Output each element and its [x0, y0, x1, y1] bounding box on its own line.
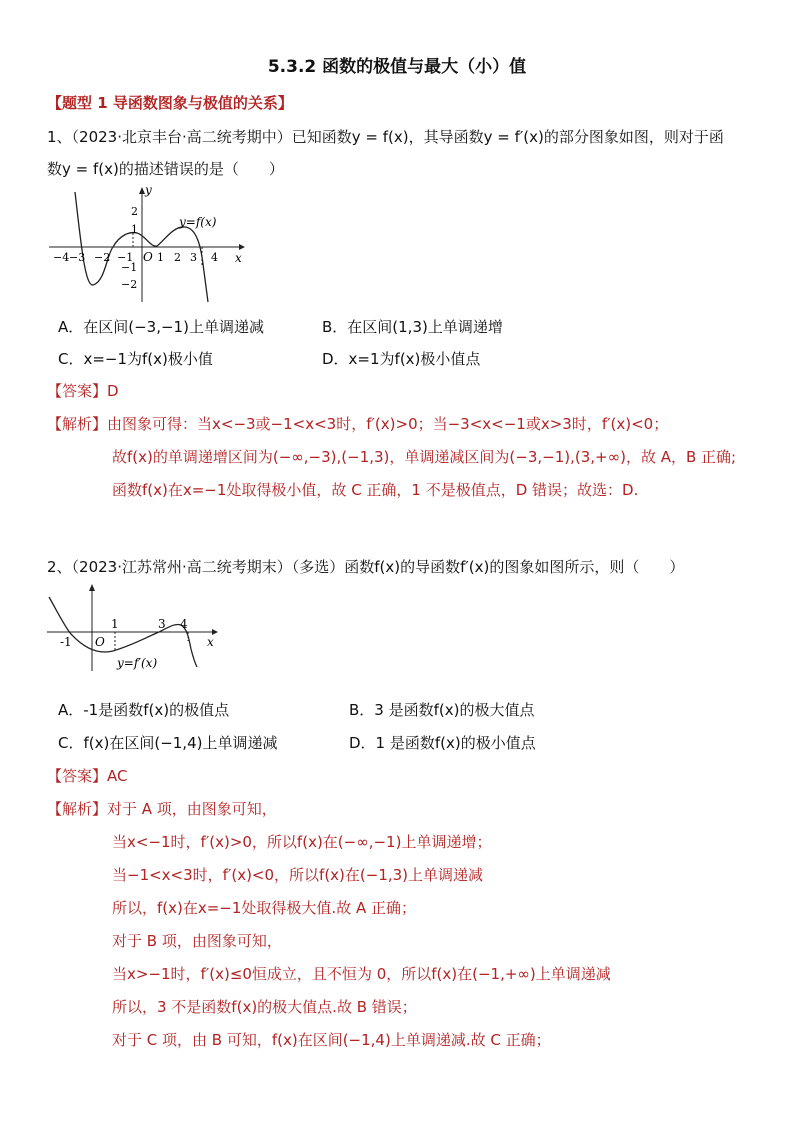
q2-xtick: 4 [180, 617, 188, 631]
q2-explanation-line: 所以，f(x)在x=−1处取得极大值.故 A 正确； [112, 899, 416, 917]
q2-explanation-line: 当x<−1时，f′(x)>0，所以f(x)在(−∞,−1)上单调递增； [112, 833, 492, 851]
q2-explanation-line: 对于 B 项，由图象可知， [112, 932, 282, 950]
q1-y-label: y [145, 184, 152, 197]
q2-option-d: D．1 是函数f(x)的极小值点 [349, 734, 536, 752]
page-title: 5.3.2 函数的极值与最大（小）值 [267, 57, 527, 77]
q1-option-c: C．x=−1为f(x)极小值 [58, 350, 213, 368]
q1-option-d: D．x=1为f(x)极小值点 [322, 350, 481, 368]
q2-derivative-graph [47, 583, 222, 673]
q1-answer: 【答案】D [47, 382, 119, 400]
q1-stem-line1: 1、（2023·北京丰台·高二统考期中）已知函数y = f(x)，其导函数y = f′(x)的部分图象如图，则对于函 [47, 128, 724, 146]
q1-stem-line2: 数y = f(x)的描述错误的是（ ） [47, 160, 284, 178]
q1-explanation-line: 函数f(x)在x=−1处取得极小值，故 C 正确，1 不是极值点，D 错误；故选：D. [112, 481, 639, 499]
q1-xtick: 2 [174, 251, 181, 264]
q2-answer: 【答案】AC [47, 767, 128, 785]
q1-xtick: −4 [53, 251, 70, 264]
q1-ytick: −1 [121, 261, 138, 274]
q1-option-a: A．在区间(−3,−1)上单调递减 [58, 318, 264, 336]
q1-xtick: −1 [117, 251, 134, 264]
q1-explanation-line: 【解析】由图象可得：当x<−3或−1<x<3时，f′(x)>0；当−3<x<−1或x>3时，f′(x)<0； [47, 415, 669, 433]
q1-derivative-graph [47, 184, 247, 306]
q1-ytick: −2 [121, 278, 138, 291]
q1-x-arrow [239, 244, 245, 250]
q2-origin-label: O [95, 635, 105, 649]
q2-explanation-line: 当−1<x<3时，f′(x)<0，所以f(x)在(−1,3)上单调递减 [112, 866, 484, 884]
q1-curve-label: y=f(x) [179, 215, 217, 229]
q1-xtick: −3 [69, 251, 86, 264]
q2-xtick: 1 [111, 617, 119, 631]
q1-xtick: −2 [94, 251, 111, 264]
q2-explanation-line: 对于 C 项，由 B 可知，f(x)在区间(−1,4)上单调递减.故 C 正确； [112, 1031, 551, 1049]
q1-origin-label: O [143, 250, 153, 264]
q1-xtick: 1 [157, 251, 164, 264]
q2-option-b: B．3 是函数f(x)的极大值点 [349, 701, 535, 719]
q1-xtick: 3 [190, 251, 197, 264]
q1-xtick: 4 [211, 251, 218, 264]
q2-x-label: x [207, 635, 214, 649]
q1-ytick: 2 [131, 205, 138, 218]
q2-stem-line1: 2、（2023·江苏常州·高二统考期末）（多选）函数f(x)的导函数f′(x)的图象如图所示，则（ ） [47, 558, 685, 576]
q2-explanation-line: 所以，3 不是函数f(x)的极大值点.故 B 错误； [112, 998, 417, 1016]
q2-y-arrow [89, 584, 95, 591]
q2-xtick: -1 [60, 635, 72, 649]
q2-option-a: A．-1是函数f(x)的极值点 [58, 701, 230, 719]
q2-explanation-line: 当x>−1时，f′(x)≤0恒成立，且不恒为 0，所以f(x)在(−1,+∞)上单调递减 [112, 965, 611, 983]
q2-explanation-line: 【解析】对于 A 项，由图象可知， [47, 800, 277, 818]
section-heading: 【题型 1 导函数图象与极值的关系】 [47, 94, 293, 112]
q2-xtick: 3 [158, 617, 166, 631]
q2-option-c: C．f(x)在区间(−1,4)上单调递减 [58, 734, 278, 752]
q2-curve-label: y=f′(x) [117, 656, 158, 670]
q1-x-label: x [235, 251, 242, 265]
q1-ytick: 1 [131, 223, 138, 236]
q1-explanation-line: 故f(x)的单调递增区间为(−∞,−3),(−1,3)，单调递减区间为(−3,−1),(3,+∞)，故 A，B 正确; [112, 448, 737, 466]
q1-option-b: B．在区间(1,3)上单调递增 [322, 318, 503, 336]
